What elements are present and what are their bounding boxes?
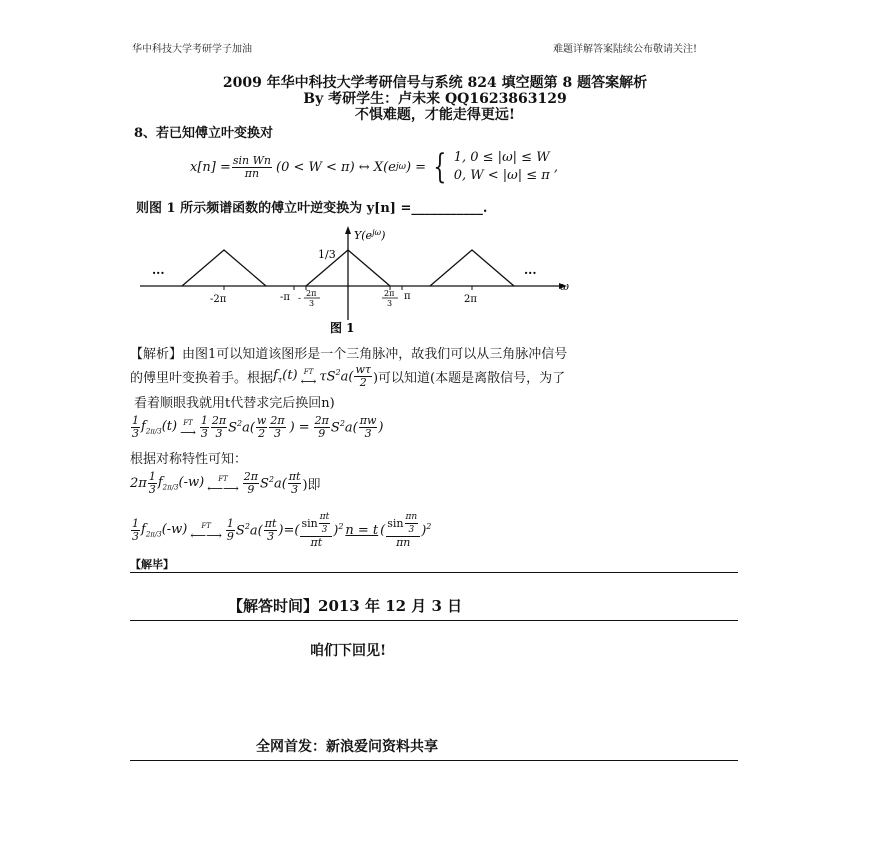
dots-right: ... [524,263,537,277]
doc-motto: 不惧难题，才能走得更远! [354,107,516,123]
question-ask-end: . [482,201,488,216]
solution-line-4: 根据对称特性可知： [130,452,248,467]
eq2-b: $\frac{1}{3}$ [148,469,156,496]
triangle-right [430,250,514,286]
eq3-sinc-t [300,511,332,549]
equation-1 [130,410,383,444]
label-m2pi: -2π [210,294,227,305]
eq1-func: $f_{2\pi/3}(t)$ [141,418,178,436]
farewell: 咱们下回见! [310,643,387,659]
eq1-s: $S^2a$( [228,418,255,436]
case-brace: { [433,147,447,187]
case-list [454,149,550,185]
eq3-mid: )=( [278,522,300,538]
eq3-ft-arrow: FT ⟵⟶ [190,522,222,542]
pair-comma: , [553,159,558,175]
eq3-sinc-t-num: sin $\frac{\pi t}{3}$ [300,511,332,537]
question-ask [136,197,487,216]
doc-author: By 考研学生：卢未来 QQ1623863129 [303,91,567,107]
eq3-sinc-n [386,511,420,549]
eq1-j: $\frac{\pi w}{3}$ [359,413,377,440]
eq3-b: $\frac{1}{9}$ [226,516,234,543]
eq1-d: $\frac{2\pi}{3}$ [211,413,227,440]
eq1-i: $S^2a$( [330,418,358,436]
eq1-coef: $\frac{1}{3}$ [132,413,139,440]
divider-top [130,572,738,573]
triangle-func: $f_\tau(t)$ [273,367,298,385]
eq3-sinc-t-den: πt [310,536,323,549]
label-m2pi3-num: 2π [306,289,317,298]
y-axis-arrow [345,226,351,234]
y-label: $Y(e^{j\omega})$ [354,228,386,242]
pair-lhs: x[n] = [190,159,231,175]
label-m2pi3-den: 3 [309,299,315,308]
sinc-denominator: πn [244,166,260,180]
equation-3 [130,508,431,552]
question-number: 8、若已知傅立叶变换对 [134,126,274,141]
figure-caption: 图 1 [330,321,355,335]
fourier-pair [190,147,558,187]
x-label: ω [560,280,569,293]
share-notice: 全网首发：新浪爱问资料共享 [256,739,438,755]
eq2-func: $f_{2\pi/3}(-w)$ [157,474,205,492]
eq1-equals: ) = [289,419,310,435]
eq1-k: ) [378,419,384,435]
divider-middle [130,620,738,621]
answer-time: 【解答时间】2013 年 12 月 3 日 [228,597,463,615]
eq1-e: $\frac{w}{2}$ [256,413,267,440]
sa-arg-fraction: $\frac{w\tau}{2}$ [355,362,371,389]
label-mpi: -π [280,292,290,303]
divider-bottom [130,760,738,761]
eq1-f: $\frac{2\pi}{3}$ [270,413,285,440]
pair-condition-tail: ) = [405,159,427,175]
label-2pi: 2π [464,294,477,305]
eq2-c: $\frac{2\pi}{9}$ [243,469,258,496]
dots-left: ... [152,263,165,277]
sinc-numerator: sin Wn [232,153,272,167]
label-m2pi3-minus: - [298,294,302,304]
solution-line-2-text: 的傅里叶变换着手。根据 [130,370,274,386]
label-pi: π [404,291,411,302]
solution-line-2 [130,364,565,388]
eq2-end: )即 [302,477,321,493]
eq2-ft-arrow: FT ⟵⟶ [207,475,239,495]
eq3-sinc-n-den: πn [396,536,411,549]
sinc-fraction [232,155,272,180]
eq3-close2: )$^2$ [421,521,432,539]
eq2-a: 2π [130,475,147,491]
solution-line-3: 看着顺眼我就用t代替求完后换回n) [134,396,335,411]
eq1-h: $\frac{2\pi}{9}$ [314,413,329,440]
eq3-sinc-n-num: sin $\frac{\pi n}{3}$ [386,511,420,537]
peak-label: 1/3 [318,248,336,261]
question-ask-text: 则图 1 所示频谱函数的傅立叶逆变换为 y[n] = [136,201,412,216]
eq3-open2: ( [380,522,386,538]
solution-line-2-tail: )可以知道(本题是离散信号，为了 [372,370,566,386]
eq3-a: $\frac{1}{3}$ [132,516,139,543]
eq1-c: $\frac{1}{3}$ [200,413,208,440]
eq3-s: $S^2a$( [235,521,263,539]
label-2pi3-den: 3 [387,299,393,308]
eq3-close1: )$^2$ [333,521,344,539]
eq3-substitution: n = t [345,522,379,538]
answer-blank: ___________ [411,201,483,216]
header-right: 难题详解答案陆续公布敬请关注! [553,44,698,55]
solution-line-1: 【解析】由图1可以知道该图形是一个三角脉冲，故我们可以从三角脉冲信号 [130,347,568,362]
triangle-left [182,250,266,286]
eq3-e: $\frac{\pi t}{3}$ [264,516,277,543]
eq3-func: $f_{2\pi/3}(-w)$ [141,521,188,539]
eq1-ft-arrow: FT ⟶ [180,419,196,439]
case-two: 0, W < |ω| ≤ π [453,168,550,183]
equation-2 [130,466,321,500]
header-left: 华中科技大学考研学子加油 [132,44,252,55]
eq2-s: $S^2a$( [259,474,287,492]
pair-exponent: jω [395,162,406,172]
spectrum-figure [130,222,580,340]
doc-title: 2009 年华中科技大学考研信号与系统 824 填空题第 8 题答案解析 [222,75,648,91]
ft-arrow: FT ⟷ [300,368,317,388]
case-one: 1, 0 ≤ |ω| ≤ W [453,150,550,165]
label-2pi3-num: 2π [384,289,395,298]
pair-condition: (0 < W < π) ↔ X(e [276,159,396,175]
sa-expression: $\tau S^2a$( [319,367,354,385]
solution-end: 【解毕】 [130,558,174,571]
eq2-e: $\frac{\pi t}{3}$ [288,469,301,496]
